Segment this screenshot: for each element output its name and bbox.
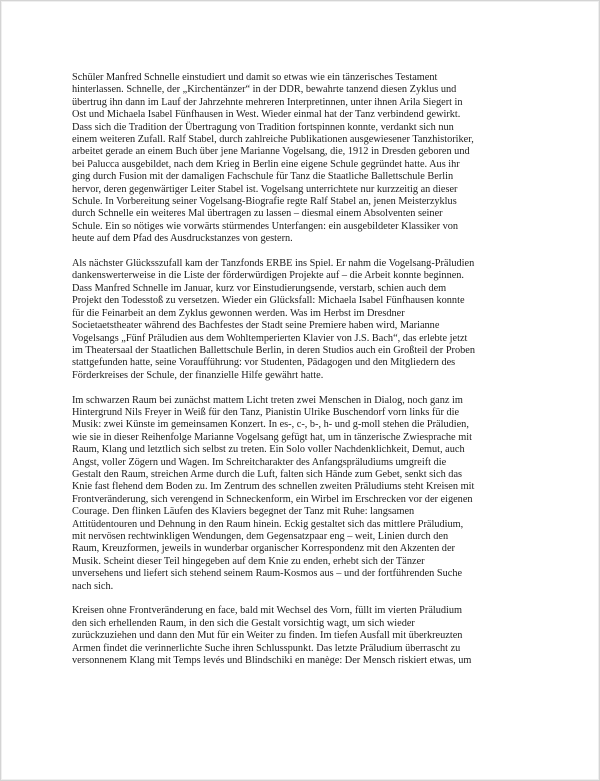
text-line: Schule. In Vorbereitung seiner Vogelsang-Biografie regte Ralf Stabel an, jenen Meisterzyklus <box>72 196 457 208</box>
text-line: Musik. Scheint dieser Teil hingegeben auf dem Knie zu enden, erhebt sich der Tänzer <box>72 555 425 567</box>
text-line: Courage. Den flinken Läufen des Klaviers begegnet der Tanz mit Ruhe: langsamen <box>72 506 415 518</box>
paragraph <box>72 395 532 594</box>
text-line: dankenswerterweise in die Liste der förderwürdigen Projekte auf – die Arbeit konnte beginnen. <box>72 270 465 282</box>
text-line: Ost und Michaela Isabel Fünfhausen in West. Wieder einmal hat der Tanz verbindend gewirkt. <box>72 109 461 121</box>
text-line: Hintergrund Nils Freyer in Weiß für den Tanz, Pianistin Ulrike Buschendorf vorn links für die <box>72 406 460 418</box>
text-line: heute auf dem Pfad des Ausdruckstanzes von gestern. <box>72 233 293 245</box>
text-line: Angst, voller Zögern und Wagen. Im Schreitcharakter des Anfangspräludiums umgreift die <box>72 456 447 468</box>
text-line: Societaetstheater während des Bachfestes der Stadt seine Premiere haben wird, Marianne <box>72 320 440 332</box>
text-line: Frontveränderung, sich verengend in Schneckenform, ein Wirbel im Erschrecken vor der eigenen <box>72 493 473 505</box>
text-line: Als nächster Glücksszufall kam der Tanzfonds ERBE ins Spiel. Er nahm die Vogelsang-Präludien <box>72 258 475 270</box>
text-line: Attitüdentouren und Dehnung in den Raum hinein. Eckig gestaltet sich das mittlere Präludium, <box>72 518 464 530</box>
text-line: den sich erhellenden Raum, in den sich die Gestalt vorsichtig wagt, um sich wieder <box>72 617 415 629</box>
document-body <box>72 72 532 680</box>
text-line: Gestalt den Raum, streichen Arme durch die Luft, falten sich Hände zum Gebet, senkt sich das <box>72 468 463 480</box>
text-line: stattgefunden hatte, seine Voraufführung: vor Studenten, Pädagogen und den Mitgliedern des <box>72 357 456 369</box>
text-line: zurückzuziehen und dann den Mut für ein Weiter zu finden. Im tiefen Ausfall mit überkreuzten <box>72 630 463 642</box>
text-line: Dass Manfred Schnelle im Januar, kurz vor Einstudierungsende, verstarb, schien auch dem <box>72 282 447 294</box>
text-line: wie sie in dieser Reihenfolge Marianne Vogelsang gefügt hat, um in tänzerische Zwiesprache mit <box>72 431 472 443</box>
text-line: ging durch Fusion mit der damaligen Fachschule für Tanz die Staatliche Ballettschule Berlin <box>72 171 454 183</box>
text-line: Schüler Manfred Schnelle einstudiert und damit so etwas wie ein tänzerisches Testament <box>72 72 438 83</box>
text-line: Knie fast flehend dem Boden zu. Im Zentrum des schnellen zweiten Präludiums steht Kreisen mit <box>72 481 475 493</box>
text-line: bei Palucca ausgebildet, nach dem Krieg in Berlin eine eigene Schule gegründet hatte. Aus ihr <box>72 158 460 170</box>
text-line: Projekt den Todesstoß zu versetzen. Wieder ein Glücksfall: Michaela Isabel Fünfhausen konnte <box>72 295 465 307</box>
text-line: durch Schnelle ein weiteres Mal übertragen zu lassen – diesmal einem Absolventen seiner <box>72 208 443 220</box>
text-line: Raum, Klang und letztlich sich selbst zu treten. Ein Solo voller Nachdenklichkeit, Demut, auch <box>72 444 465 456</box>
paragraph <box>72 605 532 667</box>
text-line: Im schwarzen Raum bei zunächst mattem Licht treten zwei Menschen in Dialog, noch ganz im <box>72 394 463 406</box>
text-line: Musik: zwei Künste im gemeinsamen Konzert. In es-, c-, b-, h- und g-moll stehen die Präludien, <box>72 419 469 431</box>
text-line: Armen findet die verinnerlichte Suche ihren Schlusspunkt. Das letzte Präludium überrascht zu <box>72 642 461 654</box>
text-line: Vogelsangs „Fünf Präludien aus dem Wohltemperierten Klavier von J.S. Bach“, das erlebte jetzt <box>72 332 468 344</box>
text-line: arbeitet gerade an einem Buch über jene Marianne Vogelsang, die, 1912 in Dresden geboren und <box>72 146 470 158</box>
text-line: im Theatersaal der Staatlichen Ballettschule Berlin, in deren Studios auch ein Großteil der Proben <box>72 344 475 356</box>
text-line: hinterlassen. Schnelle, der „Kirchentänzer“ in der DDR, bewahrte tanzend diesen Zyklus und <box>72 84 457 96</box>
text-line: für die Feinarbeit an dem Zyklus gewonnen werden. Was im Herbst im Dresdner <box>72 307 405 319</box>
text-line: unversehens und liefert sich stehend seinem Raum-Kosmos aus – und der fortführenden Suche <box>72 568 463 580</box>
text-line: Förderkreises der Schule, der finanzielle Hilfe gewährt hatte. <box>72 369 324 381</box>
text-line: Schule. Ein so nötiges wie vorwärts stürmendes Unterfangen: ein ausgebildeter Klassiker von <box>72 220 459 232</box>
text-line: Kreisen ohne Frontveränderung en face, bald mit Wechsel des Vorn, füllt im vierten Präludium <box>72 605 463 617</box>
text-line: Raum, Kreuzformen, jeweils in wunderbar organischer Korrespondenz mit den Akzenten der <box>72 543 455 555</box>
text-line: versonnenem Klang mit Temps levés und Blindschiki en manège: Der Mensch riskiert etwas, um <box>72 655 472 667</box>
text-line: nach sich. <box>72 580 114 592</box>
paragraph <box>72 72 532 246</box>
paragraph <box>72 258 532 382</box>
text-line: Dass sich die Tradition der Übertragung von Tradition fortspinnen konnte, verdankt sich nun <box>72 121 454 133</box>
text-line: einem weiteren Zufall. Ralf Stabel, durch zahlreiche Publikationen ausgewiesener Tanzhistoriker, <box>72 134 474 146</box>
text-line: übertrug ihn dann im Lauf der Jahrzehnte mehreren Interpretinnen, unter ihnen Arila Siegert in <box>72 96 463 108</box>
text-line: hervor, deren gegenwärtiger Leiter Stabel ist. Vogelsang unterrichtete nur kurzzeitig an dieser <box>72 183 458 195</box>
text-line: mit nervösen rechtwinkligen Wendungen, dem Gegensatzpaar eng – weit, Linien durch den <box>72 531 449 542</box>
